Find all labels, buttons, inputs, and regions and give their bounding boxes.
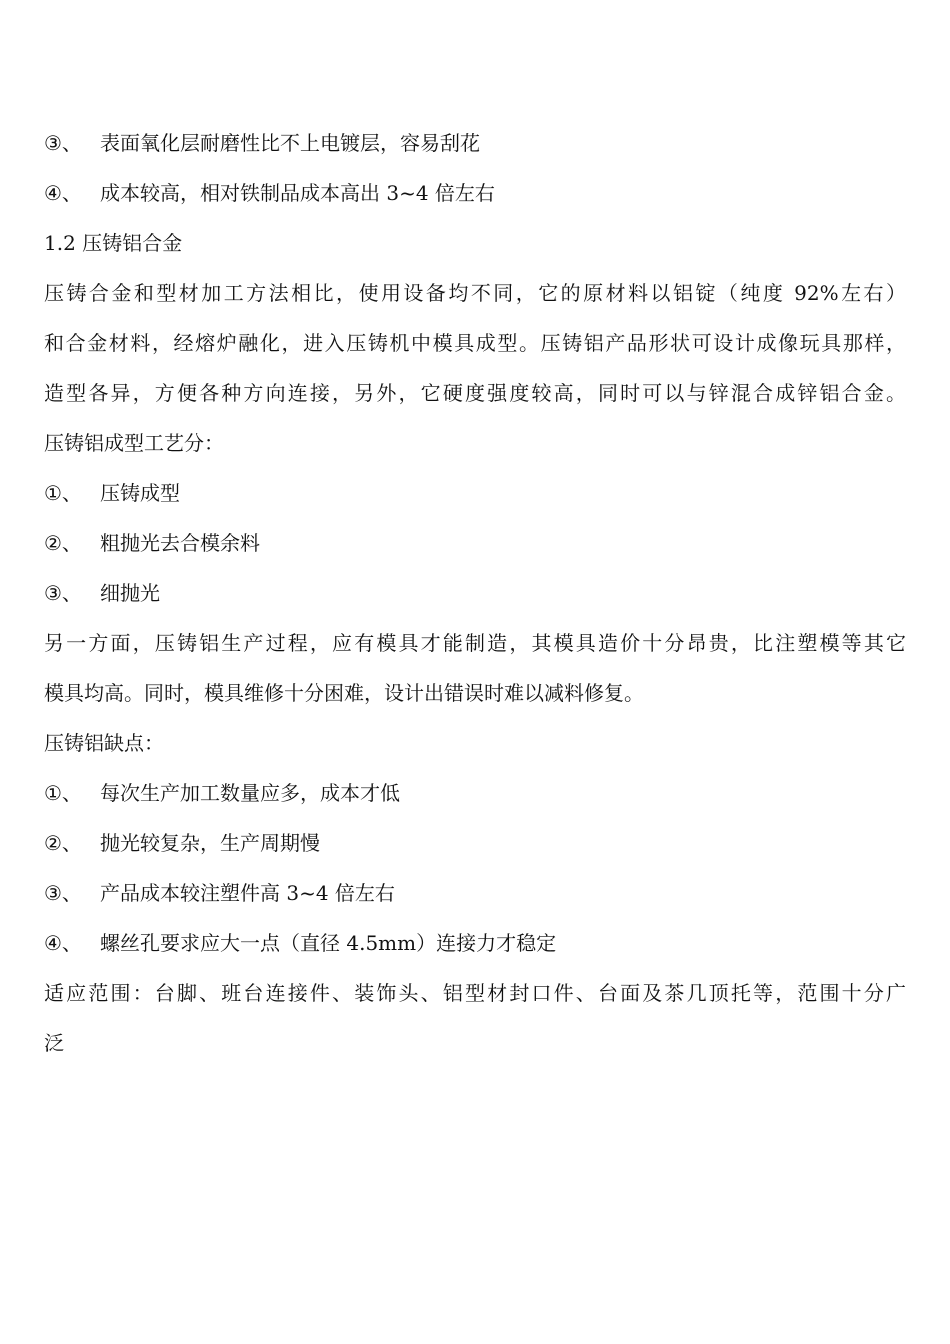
list-item — [44, 568, 906, 618]
list-number: ①、 — [44, 481, 82, 505]
list-item — [44, 868, 906, 918]
list-item — [44, 768, 906, 818]
list-number: ③、 — [44, 131, 82, 155]
list-number: ④、 — [44, 931, 82, 955]
list-number: ③、 — [44, 581, 82, 605]
list-number: ②、 — [44, 531, 82, 555]
paragraph-line: 造型各异，方便各种方向连接，另外，它硬度强度较高，同时可以与锌混合成锌铝合金。 — [44, 381, 906, 405]
list-item — [44, 818, 906, 868]
list-text: 抛光较复杂，生产周期慢 — [100, 831, 320, 855]
paragraph-line: 压铸合金和型材加工方法相比，使用设备均不同，它的原材料以铝锭（纯度 92%左右） — [44, 281, 906, 305]
list-text: 成本较高，相对铁制品成本高出 3~4 倍左右 — [100, 181, 495, 205]
list-number: ②、 — [44, 831, 82, 855]
paragraph-line: 和合金材料，经熔炉融化，进入压铸机中模具成型。压铸铝产品形状可设计成像玩具那样， — [44, 331, 906, 355]
paragraph-line: 泛 — [44, 1031, 64, 1055]
list-text: 每次生产加工数量应多，成本才低 — [100, 781, 400, 805]
list-text: 细抛光 — [100, 581, 160, 605]
section-heading: 1.2 压铸铝合金 — [44, 231, 183, 255]
list-number: ④、 — [44, 181, 82, 205]
list-text: 粗抛光去合模余料 — [100, 531, 260, 555]
list-item — [44, 168, 906, 218]
list-item — [44, 518, 906, 568]
paragraph-line: 适应范围：台脚、班台连接件、装饰头、铝型材封口件、台面及茶几顶托等，范围十分广 — [44, 981, 906, 1005]
paragraph-line: 压铸铝缺点： — [44, 731, 164, 755]
list-number: ③、 — [44, 881, 82, 905]
list-text: 压铸成型 — [100, 481, 180, 505]
paragraph-line: 模具均高。同时，模具维修十分困难，设计出错误时难以减料修复。 — [44, 681, 644, 705]
paragraph-line: 压铸铝成型工艺分： — [44, 431, 224, 455]
paragraph-line: 另一方面，压铸铝生产过程，应有模具才能制造，其模具造价十分昂贵，比注塑模等其它 — [44, 631, 906, 655]
list-text: 表面氧化层耐磨性比不上电镀层，容易刮花 — [100, 131, 480, 155]
list-text: 螺丝孔要求应大一点（直径 4.5mm）连接力才稳定 — [100, 931, 557, 955]
list-number: ①、 — [44, 781, 82, 805]
list-item — [44, 468, 906, 518]
list-item — [44, 118, 906, 168]
document-body — [44, 118, 906, 1068]
list-item — [44, 918, 906, 968]
list-text: 产品成本较注塑件高 3~4 倍左右 — [100, 881, 395, 905]
